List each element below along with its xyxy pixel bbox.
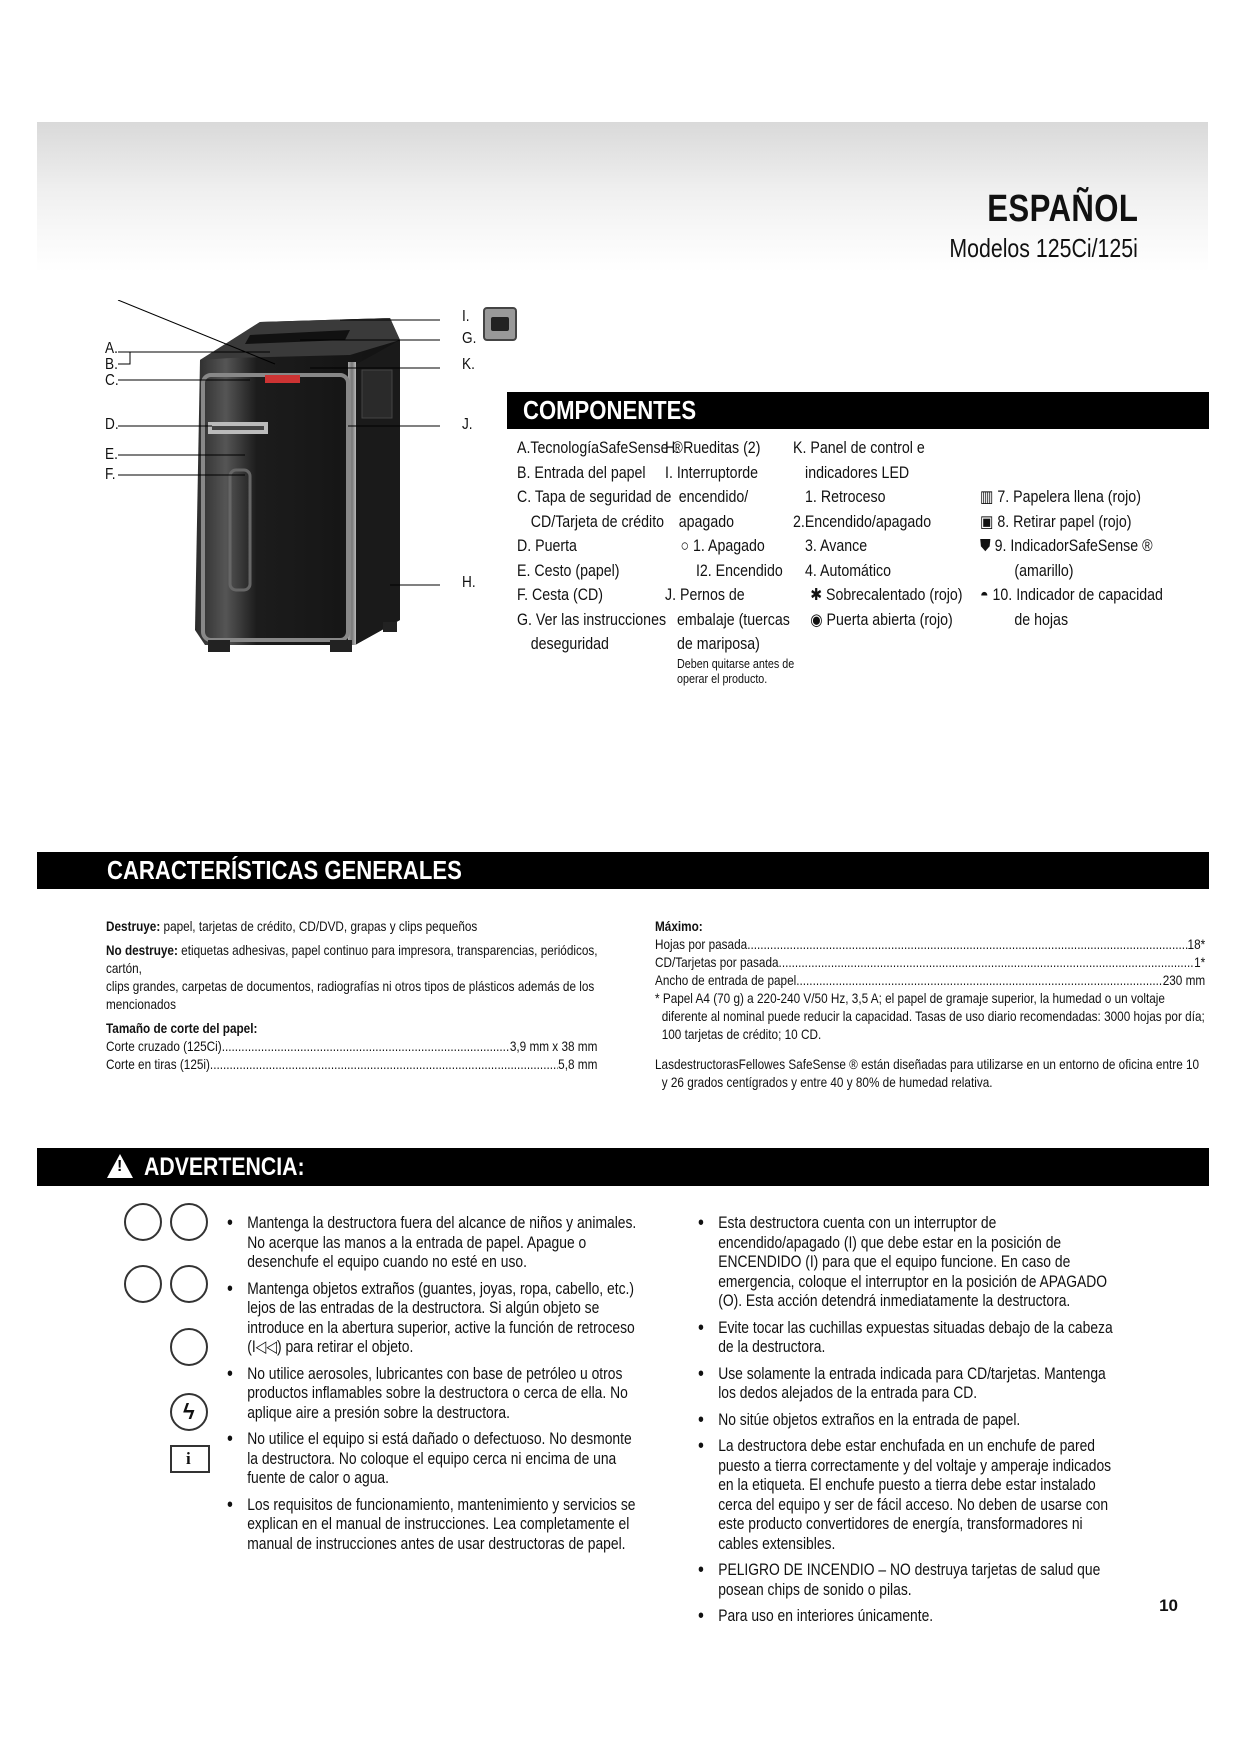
diagram-label-b: B. [105,356,118,373]
no-children-icon [124,1203,162,1241]
caracteristicas-left: Destruye: papel, tarjetas de crédito, CD/DVD, grapas y clips pequeños No destruye: etiquetas adhesivas, papel continuo para impresora, transparencias, periódicos, cartón, clips grandes, carpetas de documentos, radiografías ni otros tipos de plásticos además de los mencionados Tamaño de corte del papel: Corte cruzado (125Ci) ..... 3,9 mm x 38 mm Corte en tiras (125i) ..... 5,8 mm [106,917,618,1073]
bin-full-icon: ▥ [980,488,998,506]
advertencia-left-list [222,1214,642,1561]
capacity-icon: ◓ [980,586,993,604]
warning-triangle-icon: ! [107,1154,133,1178]
warning-item: • No utilice aerosoles, lubricantes con base de petróleo u otros productos inflamables sobre la destructora o cerca de ella. No aplique aire a presión sobre la destructora. [222,1365,642,1424]
diagram-label-i: I. [462,308,470,325]
diagram-label-d: D. [105,416,119,433]
diagram-label-k: K. [462,356,475,373]
diagram-label-e: E. [105,446,118,463]
safesense-icon: ⛊ [980,537,995,555]
diagram-label-h: H. [462,574,476,591]
warning-item: • La destructora debe estar enchufada en un enchufe de pared puesto a tierra correctamente y del voltaje y amperaje indicados en la etiqueta. El enchufe puesto a tierra debe estar instalado cerca del equipo y ser de fácil acceso. No deben de usarse con este producto convertidores de energía, transformadores ni cables extensibles. [693,1437,1113,1554]
page-number: 10 [1159,1596,1178,1615]
no-tie-jewelry-icon [124,1265,162,1303]
diagram-label-c: C. [105,372,119,389]
warning-item: • Mantenga objetos extraños (guantes, joyas, ropa, cabello, etc.) lejos de las entradas de la destructora. Si algún objeto se introduce en la abertura superior, active la función de retroceso (I◁◁) para retirar el objeto. [222,1280,642,1358]
caracteristicas-right: Máximo: Hojas por pasada ..... 18* CD/Tarjetas por pasada ..... 1* Ancho de entrada de papel ..... 230 mm * Papel A4 (70 g) a 220-240 V/50 Hz, 3,5 A; el papel de gramaje superior, la humedad o un voltaje diferente al nominal puede reducir la capacidad. Tasas de uso diario recomendadas: 3000 hojas por día; 100 tarjetas de crédito; 10 CD. LasdestructorasFellowes SafeSense ® están diseñadas para utilizarse en un entorno de oficina entre 10 y 26 grados centígrados y entre 40 y 80% de humedad relativa. [655,917,1209,1091]
diagram-label-j: J. [462,416,473,433]
warning-item: • PELIGRO DE INCENDIO – NO destruya tarjetas de salud que posean chips de sonido o pilas. [693,1561,1113,1600]
warning-item: • Esta destructora cuenta con un interruptor de encendido/apagado (I) que debe estar en la posición de ENCENDIDO (I) para que el equipo funcione. En caso de emergencia, coloque el interruptor en la posición de APAGADO (O). Esta acción detendrá inmediatamente la destructora. [693,1214,1113,1312]
warning-item: • Los requisitos de funcionamiento, mantenimiento y servicios se explican en el manual de instrucciones. Lea completamente el manual de instrucciones antes de usar destructoras de papel. [222,1496,642,1555]
warning-item: • Para uso en interiores únicamente. [693,1607,1113,1627]
door-open-icon: ◉ [810,610,827,629]
no-aerosol-icon [170,1328,208,1366]
electric-hazard-icon: ϟ [170,1393,208,1431]
warning-item: • Mantenga la destructora fuera del alcance de niños y animales. No acerque las manos a la entrada de papel. Apague o desenchufe el equipo cuando no esté en uso. [222,1214,642,1273]
read-manual-icon: i [170,1445,210,1473]
warning-item: • No utilice el equipo si está dañado o defectuoso. No desmonte la destructora. No coloque el equipo cerca ni encima de una fuente de calor o agua. [222,1430,642,1489]
page-title: ESPAÑOL [986,188,1138,230]
off-circle-icon: ○ [680,537,694,555]
warning-item: • Use solamente la entrada indicada para CD/tarjetas. Mantenga los dedos alejados de la entrada para CD. [693,1365,1113,1404]
diagram-label-f: F. [105,466,116,483]
warning-item: • Evite tocar las cuchillas expuestas situadas debajo de la cabeza de la destructora. [693,1319,1113,1358]
no-hands-icon [170,1203,208,1241]
componentes-col2: H. Rueditas (2) I. Interruptorde encendido/ apagado ○ 1. Apagado I2. Encendido J. Pernos de embalaje (tuercas de mariposa) Deben quitarse antes de operar el producto. [665,439,795,686]
page-subtitle: Modelos 125Ci/125i [949,233,1138,263]
overheat-icon: ✱ [810,586,827,604]
advertencia-right-list [693,1214,1113,1634]
componentes-col4: ▥ 7. Papelera llena (rojo) ▣ 8. Retirar papel (rojo) ⛊ 9. IndicadorSafeSense ® (amarillo) ◓ 10. Indicador de capacidad de hojas [980,488,1163,629]
componentes-col3: K. Panel de control e indicadores LED 1. Retroceso 2.Encendido/apagado 3. Avance 4. Automático ✱ Sobrecalentado (rojo) ◉ Puerta abierta (rojo) [793,439,963,629]
diagram-label-a: A. [105,340,118,357]
no-hair-icon [170,1265,208,1303]
shredder-diagram [100,300,500,680]
componentes-heading: COMPONENTES [507,392,1209,429]
diagram-label-g: G. [462,330,477,347]
remove-paper-icon: ▣ [980,512,998,531]
caracteristicas-heading: CARACTERÍSTICAS GENERALES [37,852,1209,889]
advertencia-heading: ! ADVERTENCIA: INSTRUCCIONES DE SEGURIDAD IMPORTANTES — ¡Léalas antes de usar la destructora! [37,1148,1209,1186]
componentes-col1: A.TecnologíaSafeSense ® B. Entrada del papel C. Tapa de seguridad de CD/Tarjeta de crédito D. Puerta E. Cesto (papel) F. Cesta (CD) G. Ver las instrucciones deseguridad [517,439,683,653]
warning-item: • No sitúe objetos extraños en la entrada de papel. [693,1411,1113,1431]
switch-icon [483,307,517,341]
